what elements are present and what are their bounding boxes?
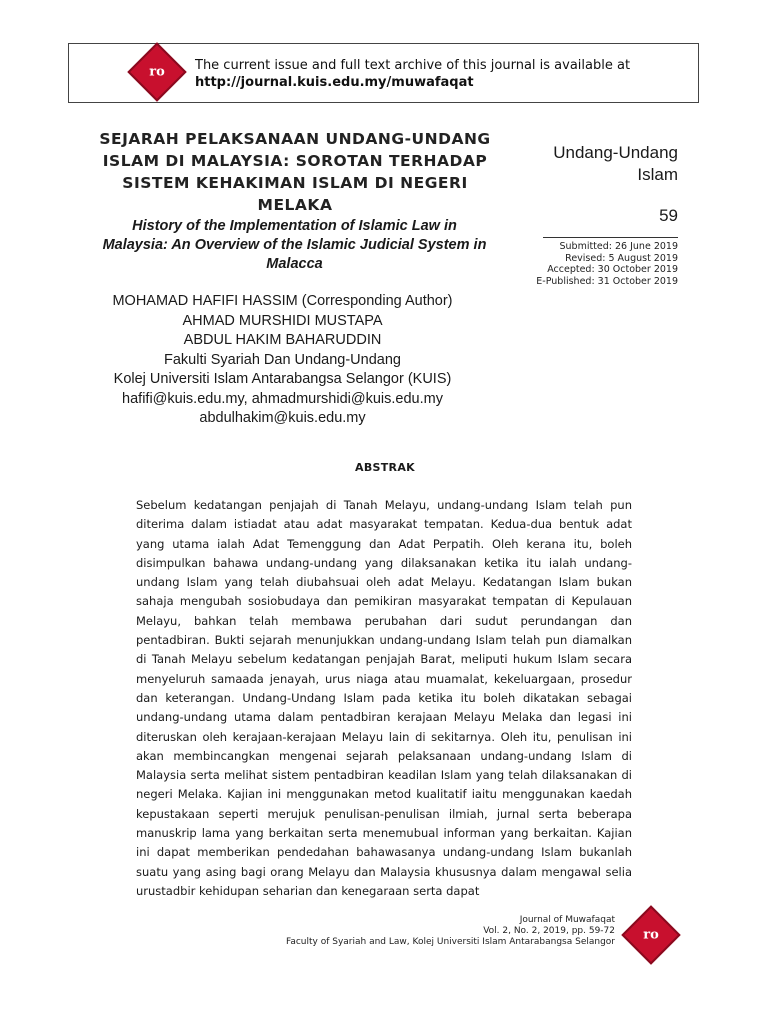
category-line: Islam bbox=[637, 165, 678, 184]
email-line[interactable]: abdulhakim@kuis.edu.my bbox=[199, 410, 366, 426]
date-published: E-Published: 31 October 2019 bbox=[536, 275, 678, 287]
archive-url-link[interactable]: http://journal.kuis.edu.my/muwafaqat bbox=[195, 75, 474, 90]
email-line[interactable]: hafifi@kuis.edu.my, ahmadmurshidi@kuis.edu.my bbox=[122, 390, 443, 407]
english-title-line: Malaysia: An Overview of the Islamic Judicial System in bbox=[102, 237, 487, 253]
affiliation-line: Fakulti Syariah Dan Undang-Undang bbox=[164, 351, 401, 368]
category-line: Undang-Undang bbox=[553, 143, 678, 162]
abstract-heading: ABSTRAK bbox=[355, 461, 415, 474]
footer-journal: Journal of Muwafaqat bbox=[519, 915, 615, 925]
date-revised: Revised: 5 August 2019 bbox=[565, 252, 678, 264]
logo-mark: ro bbox=[149, 64, 165, 80]
author-line: MOHAMAD HAFIFI HASSIM (Corresponding Author) bbox=[112, 293, 453, 309]
date-submitted: Submitted: 26 June 2019 bbox=[559, 241, 678, 252]
article-title-english bbox=[82, 217, 507, 274]
article-category bbox=[520, 142, 678, 186]
title-line: SISTEM KEHAKIMAN ISLAM DI NEGERI MELAKA bbox=[122, 174, 468, 214]
footer-faculty: Faculty of Syariah and Law, Kolej Universiti Islam Antarabangsa Selangor bbox=[285, 937, 615, 947]
archive-line: The current issue and full text archive of this journal is available at bbox=[195, 58, 631, 73]
date-accepted: Accepted: 30 October 2019 bbox=[547, 264, 678, 275]
english-title-line: History of the Implementation of Islamic Law in bbox=[132, 218, 457, 234]
journal-footer bbox=[230, 915, 615, 948]
footer-volume: Vol. 2, No. 2, 2019, pp. 59-72 bbox=[483, 926, 615, 936]
page-number: 59 bbox=[659, 206, 678, 225]
publication-dates bbox=[500, 241, 678, 287]
article-title-malay bbox=[90, 128, 500, 216]
title-line: ISLAM DI MALAYSIA: SOROTAN TERHADAP bbox=[102, 152, 488, 170]
footer-logo-mark: ro bbox=[643, 927, 659, 943]
affiliation-line: Kolej Universiti Islam Antarabangsa Selangor (KUIS) bbox=[113, 371, 452, 387]
sidebar-divider bbox=[543, 237, 678, 238]
author-line: AHMAD MURSHIDI MUSTAPA bbox=[182, 312, 383, 329]
archive-notice bbox=[195, 57, 630, 91]
title-line: SEJARAH PELAKSANAAN UNDANG-UNDANG bbox=[99, 130, 491, 148]
author-block bbox=[80, 292, 485, 429]
author-line: ABDUL HAKIM BAHARUDDIN bbox=[183, 332, 382, 348]
english-title-line: Malacca bbox=[266, 256, 323, 272]
abstract-body: Sebelum kedatangan penjajah di Tanah Melayu, undang-undang Islam telah pun diterima dalam istiadat atau adat masyarakat tempatan. Kedua-dua bentuk adat yang utama ialah Adat Temenggung dan Adat Perpatih. Oleh kerana itu, boleh disimpulkan bahawa undang-undang yang dilaksanakan ketika itu ialah undang-undang Islam yang telah diubahsuai oleh adat Melayu. Kedatangan Islam bukan sahaja mengubah sosiobudaya dan pemikiran masyarakat tempatan di Kepulauan Melayu, bahkan telah membawa perubahan dari sudut perundangan dan pentadbiran. Bukti sejarah menunjukkan undang-undang Islam telah pun diamalkan di Tanah Melayu sebelum kedatangan penjajah Barat, meliputi hukum Islam secara menyeluruh samaada jenayah, urus niaga atau muamalat, kekeluargaan, prosedur dan keterangan. Undang-Undang Islam pada ketika itu boleh dikatakan sebagai undang-undang utama dalam pentadbiran kerajaan Melayu Melaka dan legasi ini diteruskan oleh kerajaan-kerajaan Melayu lain di sekitarnya. Oleh itu, penulisan ini akan membincangkan mengenai sejarah pelaksanaan undang-undang Islam di Malaysia serta melihat sistem pentadbiran keadilan Islam yang telah dilaksanakan di negeri Melaka. Kajian ini menggunakan metod kualitatif iaitu menggunakan kaedah kepustakaan seperti merujuk penulisan-penulisan ilmiah, jurnal serta beberapa manuskrip lama yang berkaitan serta menemubual informan yang berkaitan. Kajian ini dapat memberikan pendedahan bahawasanya undang-undang Islam bukanlah suatu yang asing bagi orang Melayu dan Malaysia khususnya dalam mengawal selia urustadbir kehidupan seharian dan kenegaraan serta dapat bbox=[136, 498, 632, 898]
footer-logo-icon bbox=[621, 905, 680, 964]
